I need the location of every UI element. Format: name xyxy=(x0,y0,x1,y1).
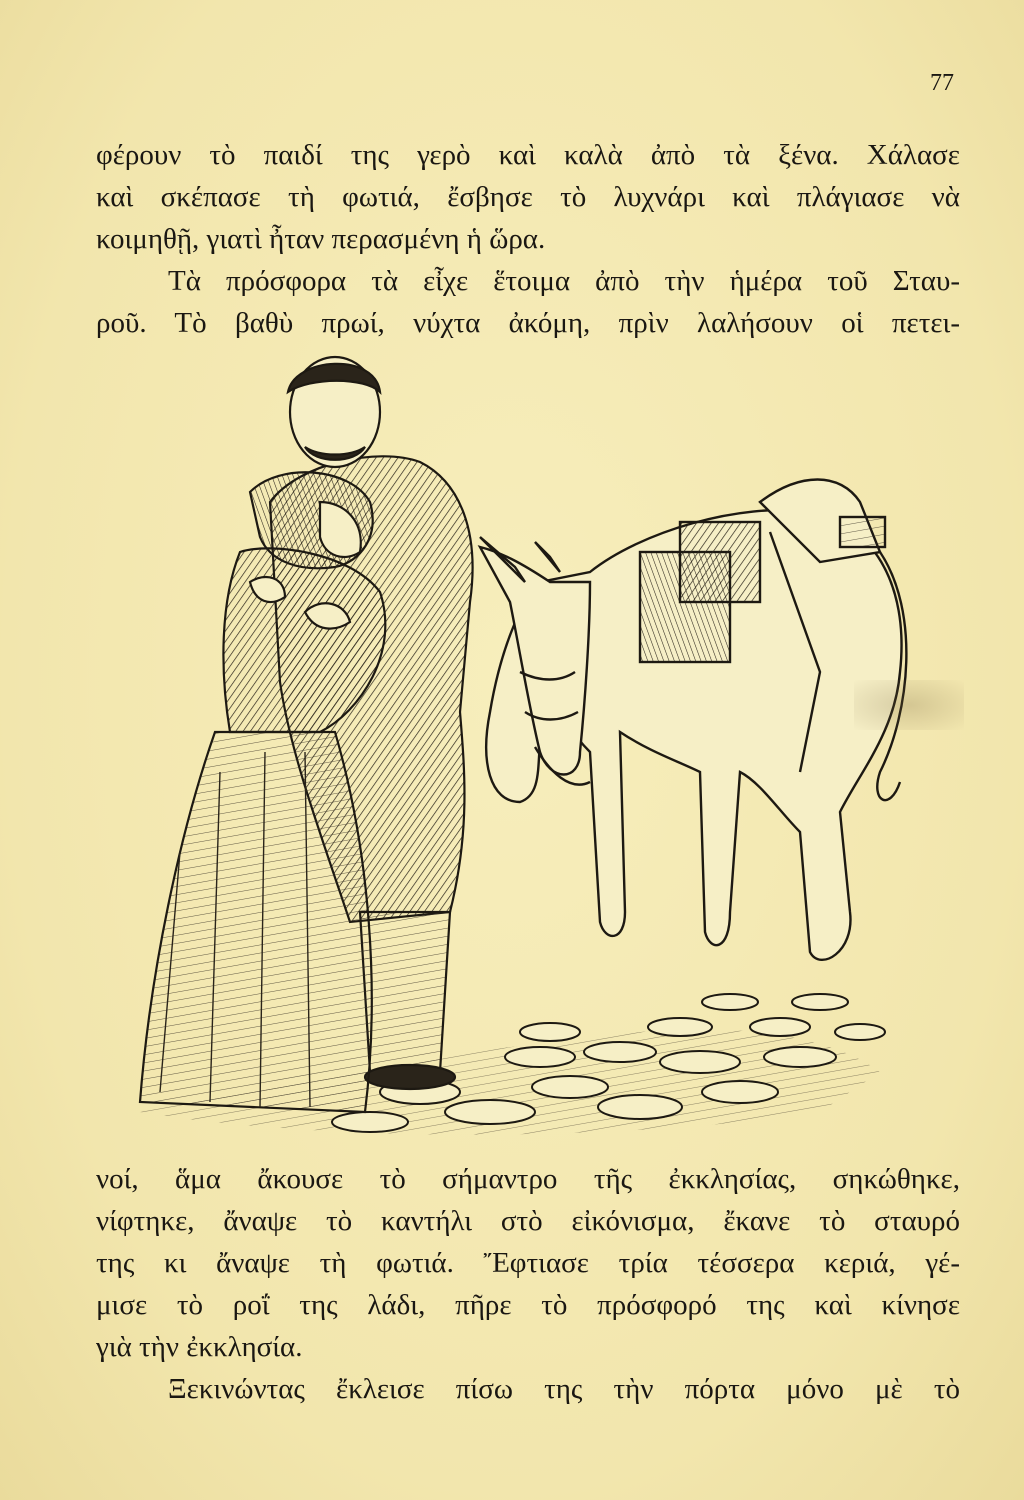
text-line: γιὰ τὴν ἐκκλησία. xyxy=(96,1331,303,1363)
text-line: Ξεκινώντας ἔκλεισε πίσω της τὴν πόρτα μόνο μὲ τὸ xyxy=(168,1373,960,1405)
text-line: φέρουν τὸ παιδί της γερὸ καὶ καλὰ ἀπὸ τὰ ξένα. Χάλασε xyxy=(96,139,960,171)
woman-figure xyxy=(140,472,385,1112)
paper-stain xyxy=(854,680,964,730)
text-line: καὶ σκέπασε τὴ φωτιά, ἔσβησε τὸ λυχνάρι καὶ πλάγιασε νὰ xyxy=(96,181,960,213)
top-text-block xyxy=(96,134,960,344)
text-line: νοί, ἅμα ἄκουσε τὸ σήμαντρο τῆς ἐκκλησίας, σηκώθηκε, xyxy=(96,1163,960,1195)
page-number: 77 xyxy=(930,70,954,96)
text-line: κοιμηθῇ, γιατὶ ἦταν περασμένη ἡ ὥρα. xyxy=(96,223,546,255)
text-line: Τὰ πρόσφορα τὰ εἶχε ἕτοιμα ἀπὸ τὴν ἡμέρα τοῦ Σταυ- xyxy=(168,265,960,297)
text-line: ροῦ. Τὸ βαθὺ πρωί, νύχτα ἀκόμη, πρὶν λαλήσουν οἱ πετει- xyxy=(96,307,960,339)
text-line: μισε τὸ ροΐ της λάδι, πῆρε τὸ πρόσφορό της καὶ κίνησε xyxy=(96,1289,960,1321)
illustration-engraving xyxy=(120,352,910,1142)
text-line: της κι ἄναψε τὴ φωτιά. Ἔφτιασε τρία τέσσερα κεριά, γέ- xyxy=(96,1247,960,1279)
text-line: νίφτηκε, ἄναψε τὸ καντήλι στὸ εἰκόνισμα, ἔκανε τὸ σταυρό xyxy=(96,1205,960,1237)
bottom-text-block xyxy=(96,1158,960,1410)
